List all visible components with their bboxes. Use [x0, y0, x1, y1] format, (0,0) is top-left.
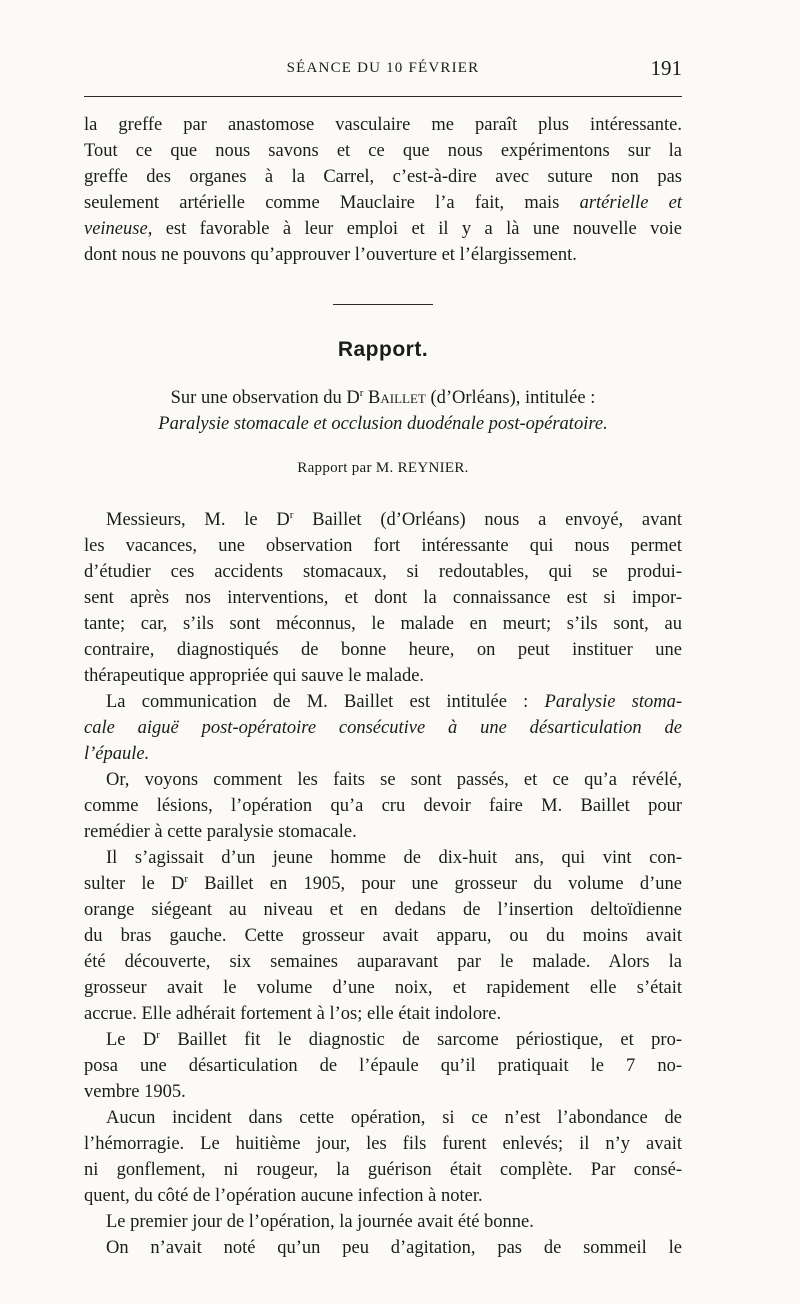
- text-line: ni gonflement, ni rougeur, la guérison était complète. Par consé-: [84, 1160, 682, 1180]
- running-title: SÉANCE DU 10 FÉVRIER: [286, 60, 480, 76]
- paragraph: [84, 507, 682, 689]
- text-line: On n’avait noté qu’un peu d’agitation, pas de sommeil le: [106, 1238, 682, 1258]
- text-line: Or, voyons comment les faits se sont passés, et ce qu’a révélé,: [106, 770, 682, 790]
- paragraph: [84, 1027, 682, 1105]
- text-line: [84, 741, 682, 767]
- text-segment: Baillet (d’Orléans) nous a envoyé, avant: [312, 510, 682, 530]
- text-line: vembre 1905.: [84, 1082, 186, 1102]
- paragraph: [84, 845, 682, 1027]
- text-line: du bras gauche. Cette grosseur avait apparu, ou du moins avait: [84, 926, 682, 946]
- text-line: thérapeutique appropriée qui sauve le malade.: [84, 666, 425, 686]
- text-line: orange siégeant au niveau et en dedans de l’insertion deltoïdienne: [84, 900, 682, 920]
- text-line: [84, 507, 682, 533]
- text-segment: , est favorable à leur emploi et il y a là une nouvelle voie: [147, 219, 682, 239]
- paragraph: [84, 1235, 682, 1261]
- text-line: [84, 190, 682, 216]
- superscript: r: [156, 1028, 160, 1041]
- paragraph: [84, 767, 682, 845]
- section-title: Rapport.: [337, 338, 429, 361]
- text-line: comme lésions, l’opération qu’a cru devoir faire M. Baillet pour: [84, 796, 682, 816]
- text-segment: seulement artérielle comme Mauclaire l’a fait, mais: [84, 193, 560, 213]
- text-line: les vacances, une observation fort intéressante qui nous permet: [84, 536, 682, 556]
- text-line: [84, 216, 682, 242]
- paragraph: [84, 689, 682, 767]
- subtitle-line: [84, 385, 682, 411]
- section-separator: [333, 304, 433, 305]
- text-line: posa une désarticulation de l’épaule qu’il pratiquait le 7 no-: [84, 1056, 682, 1076]
- superscript: r: [289, 508, 294, 521]
- italic-text: Paralysie stoma-: [544, 692, 682, 712]
- header-rule: [84, 96, 682, 97]
- author-name: Baillet: [368, 388, 426, 408]
- text-line: remédier à cette paralysie stomacale.: [84, 822, 357, 842]
- text-line: d’étudier ces accidents stomacaux, si redoutables, qui se produi-: [84, 562, 682, 582]
- page-number: 191: [650, 56, 682, 80]
- report-title: Paralysie stomacale et occlusion duodénale post-opératoire.: [158, 414, 608, 434]
- paragraph: [84, 1209, 682, 1235]
- text-line: été découverte, six semaines auparavant par le malade. Alors la: [84, 952, 682, 972]
- page-content: [84, 112, 682, 1261]
- text-line: greffe des organes à la Carrel, c’est-à-dire avec suture non pas: [84, 167, 682, 187]
- italic-text: cale aiguë post-opératoire consécutive à une désarticulation de: [84, 718, 682, 738]
- text-segment: sulter le D: [84, 874, 185, 894]
- text-segment: Baillet en 1905, pour une grosseur du volume d’une: [204, 874, 683, 894]
- italic-text: l’épaule.: [84, 744, 150, 764]
- subtitle-line: [84, 411, 682, 437]
- text-line: la greffe par anastomose vasculaire me paraît plus intéressante.: [84, 115, 682, 135]
- text-line: tante; car, s’ils sont méconnus, le malade en meurt; s’ils sont, au: [84, 614, 682, 634]
- intro-paragraph: [84, 112, 682, 268]
- text-line: dont nous ne pouvons qu’approuver l’ouverture et l’élargissement.: [84, 245, 577, 265]
- superscript: r: [359, 386, 364, 399]
- text-line: quent, du côté de l’opération aucune infection à noter.: [84, 1186, 483, 1206]
- text-line: l’hémorragie. Le huitième jour, les fils furent enlevés; il n’y avait: [84, 1134, 682, 1154]
- italic-text: artérielle et: [579, 193, 682, 213]
- text-line: contraire, diagnostiqués de bonne heure, on peut instituer une: [84, 640, 682, 660]
- paragraph: [84, 1105, 682, 1209]
- text-line: accrue. Elle adhérait fortement à l’os; elle était indolore.: [84, 1004, 502, 1024]
- text-segment: Le D: [106, 1030, 157, 1050]
- text-line: Aucun incident dans cette opération, si ce n’est l’abondance de: [106, 1108, 682, 1128]
- text-line: [84, 1027, 682, 1053]
- text-line: [84, 689, 682, 715]
- page-header: [84, 56, 682, 84]
- text-segment: La communication de M. Baillet est intitulée :: [106, 692, 529, 712]
- byline: Rapport par M. REYNIER.: [297, 460, 469, 476]
- italic-text: veineuse: [84, 219, 148, 239]
- text-segment: Baillet fit le diagnostic de sarcome périostique, et pro-: [177, 1030, 683, 1050]
- text-line: Le premier jour de l’opération, la journée avait été bonne.: [106, 1212, 534, 1232]
- text-line: Tout ce que nous savons et ce que nous expérimentons sur la: [84, 141, 682, 161]
- report-subtitle: [84, 385, 682, 437]
- text-line: [84, 871, 682, 897]
- subtitle-suffix: (d’Orléans), intitulée :: [430, 388, 596, 408]
- text-line: Il s’agissait d’un jeune homme de dix-huit ans, qui vint con-: [106, 848, 682, 868]
- text-line: [84, 715, 682, 741]
- text-line: sent après nos interventions, et dont la connaissance est si impor-: [84, 588, 682, 608]
- text-segment: Messieurs, M. le D: [106, 510, 290, 530]
- subtitle-prefix: Sur une observation du D: [170, 388, 360, 408]
- superscript: r: [184, 872, 188, 885]
- body-text: [84, 507, 682, 1261]
- text-line: grosseur avait le volume d’une noix, et rapidement elle s’était: [84, 978, 682, 998]
